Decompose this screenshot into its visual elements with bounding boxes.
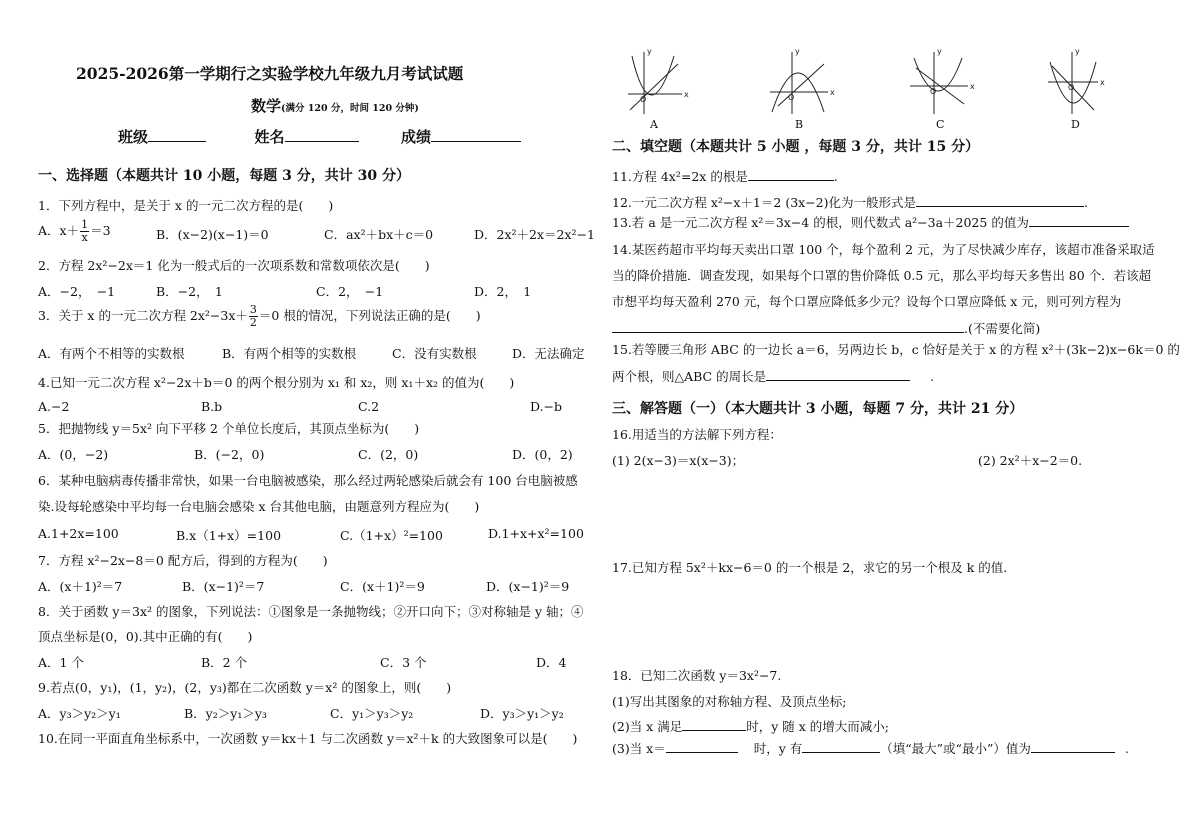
- exam-title: 2025-2026第一学期行之实验学校九年级九月考试试题: [76, 64, 464, 83]
- name-label: 姓名: [254, 128, 285, 146]
- q4-option-c: C.2: [358, 399, 380, 414]
- q14-line4: .(不需要化简): [612, 318, 1040, 337]
- q12-line: 12.一元二次方程 x²−x＋1＝2 (3x−2)化为一般形式是 .: [612, 192, 1088, 211]
- q9-stem: 9.若点(0，y₁)，(1，y₂)，(2，y₃)都在二次函数 y＝x² 的图象上，则( ): [38, 680, 452, 695]
- q6-option-d: D.1+x+x²=100: [488, 526, 584, 541]
- q7-option-c: C．(x＋1)²＝9: [340, 579, 425, 594]
- q8-option-d: D．4: [536, 655, 567, 670]
- q4-stem: 4.已知一元二次方程 x²−2x＋b＝0 的两个根分别为 x₁ 和 x₂，则 x₁＋x₂ 的值为( ): [38, 375, 515, 390]
- q7-option-b: B．(x−1)²＝7: [182, 579, 265, 594]
- graph-a-y-label: y: [647, 47, 652, 56]
- q4-option-d: D.−b: [530, 399, 563, 414]
- q15-line2: 两个根，则△ABC 的周长是 .: [612, 366, 934, 385]
- section3-heading: 三、解答题（一）（本大题共计 3 小题，每题 7 分，共计 21 分）: [612, 401, 1024, 417]
- q10-stem: 10.在同一平面直角坐标系中，一次函数 y＝kx＋1 与二次函数 y＝x²＋k 的大致图象可以是( ): [38, 731, 578, 746]
- q13-blank[interactable]: [1029, 212, 1129, 227]
- graph-c: [910, 52, 968, 114]
- student-info-row: [118, 126, 521, 147]
- q4-option-b: B.b: [201, 399, 223, 414]
- graph-b-y-label: y: [795, 47, 800, 56]
- q18-x-blank[interactable]: [666, 738, 738, 753]
- q18-stem: 18．已知二次函数 y＝3x²−7.: [612, 668, 782, 683]
- q14-blank[interactable]: [612, 318, 964, 333]
- q7-stem: 7．方程 x²−2x−8＝0 配方后，得到的方程为( ): [38, 553, 328, 568]
- name-blank[interactable]: [285, 127, 359, 142]
- q8-stem-line2: 顶点坐标是(0，0).其中正确的有( ): [38, 629, 253, 644]
- q1-option-b: B．(x−2)(x−1)＝0: [156, 227, 269, 242]
- q5-option-b: B．(−2，0): [194, 447, 265, 462]
- q16-stem: 16.用适当的方法解下列方程：: [612, 427, 782, 442]
- q6-stem-line1: 6．某种电脑病毒传播非常快，如果一台电脑被感染，那么经过两轮感染后就会有 100 台电脑被感: [38, 473, 578, 488]
- graph-b: [770, 52, 828, 114]
- graph-d-y-label: y: [1075, 47, 1080, 56]
- q16-part2: (2) 2x²＋x−2＝0.: [978, 453, 1083, 468]
- q2-option-a: A．−2， −1: [38, 284, 116, 299]
- graph-c-y-label: y: [937, 47, 942, 56]
- graph-d-origin-label: O: [1068, 83, 1075, 92]
- q8-stem-line1: 8．关于函数 y＝3x² 的图象，下列说法：①图象是一条抛物线；②开口向下；③对称轴是 y 轴；④: [38, 604, 584, 619]
- q3-option-c: C．没有实数根: [392, 346, 477, 361]
- q9-option-c: C．y₁＞y₃＞y₂: [330, 706, 414, 721]
- q17-stem: 17.已知方程 5x²＋kx−6＝0 的一个根是 2，求它的另一个根及 k 的值.: [612, 560, 1008, 575]
- q18-part3: (3)当 x＝ 时，y 有 （填“最大”或“最小”）值为 .: [612, 738, 1129, 757]
- score-blank[interactable]: [431, 127, 521, 142]
- graph-label-d: D: [1071, 118, 1080, 131]
- q18-part2-blank[interactable]: [682, 716, 746, 731]
- graph-label-c: C: [936, 118, 945, 131]
- graph-a-x-label: x: [684, 90, 689, 99]
- q1-fraction: $\frac{1}{x}$: [81, 218, 89, 244]
- graph-c-x-label: x: [970, 82, 975, 91]
- q9-option-a: A．y₃＞y₂＞y₁: [38, 706, 121, 721]
- class-label: 班级: [118, 128, 149, 146]
- q7-option-d: D．(x−1)²＝9: [486, 579, 570, 594]
- subject-note: (满分 120 分，时间 120 分钟): [281, 103, 419, 114]
- q13-line: 13.若 a 是一元二次方程 x²＝3x−4 的根，则代数式 a²−3a＋2025 的值为: [612, 212, 1129, 231]
- q8-option-b: B．2 个: [201, 655, 248, 670]
- subject: 数学: [251, 97, 282, 115]
- q14-line2: 当的降价措施．调查发现，如果每个口罩的售价降低 0.5 元，那么平均每天多售出 80 个．若该超: [612, 268, 1152, 283]
- graph-label-b: B: [795, 118, 804, 131]
- q18-type-blank[interactable]: [802, 738, 880, 753]
- q15-blank[interactable]: [766, 366, 910, 381]
- graph-b-x-label: x: [830, 88, 835, 97]
- q18-value-blank[interactable]: [1031, 738, 1115, 753]
- q18-part2: (2)当 x 满足 时，y 随 x 的增大而减小;: [612, 716, 889, 735]
- q1-option-d: D．2x²＋2x＝2x²−1: [474, 227, 595, 242]
- q1-stem: 1．下列方程中，是关于 x 的一元二次方程的是( ): [38, 198, 334, 213]
- q3-fraction: $\frac{3}{2}$: [249, 303, 257, 329]
- graph-b-origin-label: O: [788, 93, 795, 102]
- q6-option-c: C.（1+x）²=100: [340, 528, 443, 543]
- q3-stem: 3．关于 x 的一元二次方程 2x²−3x＋ $\frac{3}{2}$ ＝0 根的情况，下列说法正确的是( ): [38, 303, 481, 329]
- q18-part1: (1)写出其图象的对称轴方程、及顶点坐标;: [612, 694, 847, 709]
- q5-option-a: A．(0，−2): [38, 447, 109, 462]
- q14-line1: 14.某医药超市平均每天卖出口罩 100 个，每个盈利 2 元，为了尽快减少库存，该超市准备采取适: [612, 242, 1155, 257]
- q6-option-b: B.x（1+x）=100: [176, 528, 282, 543]
- class-blank[interactable]: [148, 127, 206, 142]
- q15-line1: 15.若等腰三角形 ABC 的一边长 a＝6，另两边长 b，c 恰好是关于 x 的方程 x²＋(3k−2)x−6k＝0 的: [612, 342, 1180, 357]
- q2-option-b: B．−2， 1: [156, 284, 223, 299]
- q1-option-c: C．ax²＋bx＋c＝0: [324, 227, 434, 242]
- graph-c-origin-label: O: [930, 87, 937, 96]
- q11-line: 11.方程 4x²=2x 的根是 .: [612, 166, 838, 185]
- q12-blank[interactable]: [916, 192, 1084, 207]
- score-label: 成绩: [400, 128, 431, 146]
- q5-stem: 5．把抛物线 y＝5x² 向下平移 2 个单位长度后，其顶点坐标为( ): [38, 421, 420, 436]
- q3-option-d: D．无法确定: [512, 346, 585, 361]
- q2-option-c: C．2， −1: [316, 284, 384, 299]
- q6-option-a: A.1+2x=100: [38, 526, 119, 541]
- q5-option-c: C．(2，0): [358, 447, 419, 462]
- section1-heading: 一、选择题（本题共计 10 小题，每题 3 分，共计 30 分）: [38, 168, 410, 184]
- q6-stem-line2: 染.设每轮感染中平均每一台电脑会感染 x 台其他电脑，由题意列方程应为( ): [38, 499, 480, 514]
- q8-option-a: A．1 个: [38, 655, 84, 670]
- section2-heading: 二、填空题（本题共计 5 小题 ，每题 3 分，共计 15 分）: [612, 139, 980, 155]
- q2-option-d: D．2， 1: [474, 284, 532, 299]
- q16-part1: (1) 2(x−3)＝x(x−3)；: [612, 453, 745, 468]
- graph-a-origin-label: O: [640, 95, 647, 104]
- q2-stem: 2．方程 2x²−2x＝1 化为一般式后的一次项系数和常数项依次是( ): [38, 258, 430, 273]
- q3-option-a: A．有两个不相等的实数根: [38, 346, 185, 361]
- q8-option-c: C．3 个: [380, 655, 427, 670]
- q14-line3: 市想平均每天盈利 270 元，每个口罩应降低多少元？设每个口罩应降低 x 元，则可列方程为: [612, 294, 1122, 309]
- q11-blank[interactable]: [748, 166, 834, 181]
- graph-d-x-label: x: [1100, 78, 1105, 87]
- q1-option-a: A．x＋ $\frac{1}{x}$ ＝3: [38, 218, 111, 244]
- q9-option-b: B．y₂＞y₁＞y₃: [184, 706, 267, 721]
- subject-line: [251, 95, 419, 116]
- graph-a: [628, 52, 682, 114]
- q5-option-d: D．(0，2): [512, 447, 573, 462]
- q7-option-a: A．(x＋1)²＝7: [38, 579, 123, 594]
- q9-option-d: D．y₃＞y₁＞y₂: [480, 706, 564, 721]
- q10-graphs: [620, 44, 1105, 128]
- q3-option-b: B．有两个相等的实数根: [222, 346, 357, 361]
- graph-label-a: A: [650, 118, 658, 131]
- q4-option-a: A.−2: [38, 399, 70, 414]
